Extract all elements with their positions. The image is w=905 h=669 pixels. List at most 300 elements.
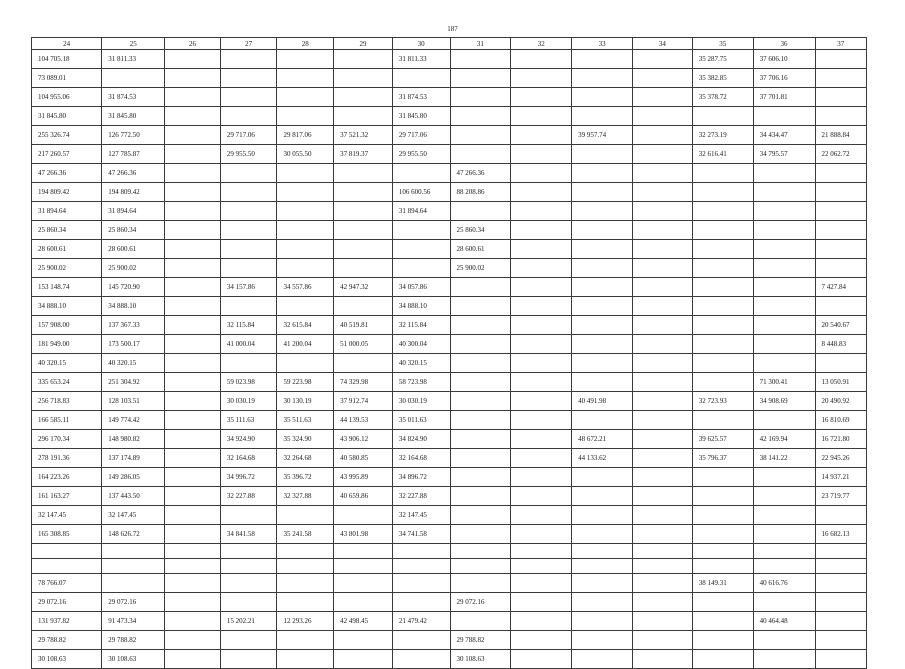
table-cell: 14 937.21 [815, 468, 867, 487]
table-cell [633, 50, 693, 69]
table-cell: 161 163.27 [32, 487, 102, 506]
table-cell [334, 506, 393, 525]
table-cell [392, 650, 450, 669]
table-cell [753, 487, 815, 506]
table-cell: 30 055.50 [277, 145, 334, 164]
table-cell: 165 308.85 [32, 525, 102, 544]
table-row [32, 506, 867, 525]
table-cell: 37 606.10 [753, 50, 815, 69]
table-cell [753, 525, 815, 544]
table-cell: 32 164.68 [220, 449, 277, 468]
table-cell [572, 145, 633, 164]
table-cell [220, 164, 277, 183]
table-cell: 32 147.45 [102, 506, 165, 525]
table-cell: 194 809.42 [102, 183, 165, 202]
table-cell [165, 259, 221, 278]
table-cell: 31 811.33 [392, 50, 450, 69]
table-cell [102, 559, 165, 574]
table-cell: 31 894.64 [392, 202, 450, 221]
table-cell [450, 107, 511, 126]
table-cell: 149 774.42 [102, 411, 165, 430]
table-cell: 31 845.80 [102, 107, 165, 126]
table-cell [277, 506, 334, 525]
table-cell: 44 139.53 [334, 411, 393, 430]
table-cell: 35 111.63 [220, 411, 277, 430]
table-cell: 48 672.21 [572, 430, 633, 449]
table-cell [633, 164, 693, 183]
table-cell: 166 585.11 [32, 411, 102, 430]
table-cell [511, 392, 572, 411]
table-cell [165, 574, 221, 593]
table-cell: 29 955.50 [392, 145, 450, 164]
table-cell [165, 145, 221, 164]
table-cell [511, 259, 572, 278]
table-cell [692, 373, 753, 392]
table-row [32, 221, 867, 240]
table-cell [753, 593, 815, 612]
table-cell [511, 449, 572, 468]
table-cell [277, 69, 334, 88]
table-cell [511, 164, 572, 183]
table-cell: 34 557.86 [277, 278, 334, 297]
table-cell: 32 616.41 [692, 145, 753, 164]
table-cell [633, 259, 693, 278]
table-header-row [32, 38, 867, 50]
table-cell [692, 259, 753, 278]
table-cell [815, 506, 867, 525]
table-cell: 106 600.56 [392, 183, 450, 202]
table-row [32, 392, 867, 411]
table-cell [815, 50, 867, 69]
table-cell [753, 631, 815, 650]
table-cell: 47 266.36 [32, 164, 102, 183]
table-cell: 34 841.58 [220, 525, 277, 544]
table-cell [633, 593, 693, 612]
table-cell: 29 788.82 [102, 631, 165, 650]
table-cell [165, 335, 221, 354]
table-cell: 20 540.67 [815, 316, 867, 335]
table-cell: 32 115.84 [392, 316, 450, 335]
table-cell [815, 221, 867, 240]
table-cell: 38 149.31 [692, 574, 753, 593]
table-cell: 40 580.85 [334, 449, 393, 468]
table-cell: 38 141.22 [753, 449, 815, 468]
table-cell [692, 107, 753, 126]
table-cell [165, 221, 221, 240]
table-cell [220, 221, 277, 240]
table-cell [511, 354, 572, 373]
table-cell [633, 88, 693, 107]
table-cell [692, 202, 753, 221]
table-cell: 335 653.24 [32, 373, 102, 392]
table-cell: 137 443.50 [102, 487, 165, 506]
table-cell [277, 297, 334, 316]
table-cell [815, 631, 867, 650]
table-cell [511, 50, 572, 69]
table-cell [511, 107, 572, 126]
table-cell [334, 240, 393, 259]
table-cell: 39 957.74 [572, 126, 633, 145]
table-cell [450, 126, 511, 145]
table-cell [815, 559, 867, 574]
table-cell: 43 801.98 [334, 525, 393, 544]
table-cell: 42 169.94 [753, 430, 815, 449]
table-cell [220, 107, 277, 126]
table-cell [277, 631, 334, 650]
table-cell [334, 297, 393, 316]
table-cell [572, 278, 633, 297]
table-cell [511, 468, 572, 487]
table-cell [753, 183, 815, 202]
table-cell [334, 50, 393, 69]
table-cell: 32 115.84 [220, 316, 277, 335]
table-cell [450, 392, 511, 411]
table-cell [633, 430, 693, 449]
table-cell [220, 559, 277, 574]
table-row [32, 593, 867, 612]
table-cell [450, 316, 511, 335]
table-cell [450, 354, 511, 373]
table-cell [633, 202, 693, 221]
table-cell [572, 593, 633, 612]
table-cell: 21 888.84 [815, 126, 867, 145]
table-cell: 194 809.42 [32, 183, 102, 202]
table-row [32, 297, 867, 316]
table-cell [511, 593, 572, 612]
table-cell [692, 164, 753, 183]
table-cell [277, 559, 334, 574]
table-cell: 40 464.48 [753, 612, 815, 631]
column-header: 29 [334, 38, 393, 50]
table-cell [753, 468, 815, 487]
table-cell [633, 278, 693, 297]
table-cell [511, 278, 572, 297]
table-cell [692, 316, 753, 335]
table-cell: 25 860.34 [450, 221, 511, 240]
table-cell [753, 278, 815, 297]
table-cell [572, 506, 633, 525]
table-cell [450, 487, 511, 506]
table-cell [692, 240, 753, 259]
table-cell [511, 525, 572, 544]
table-cell: 34 908.69 [753, 392, 815, 411]
table-cell [165, 373, 221, 392]
table-cell: 35 796.37 [692, 449, 753, 468]
table-row [32, 164, 867, 183]
table-cell: 12 293.26 [277, 612, 334, 631]
table-row [32, 411, 867, 430]
table-cell: 74 329.98 [334, 373, 393, 392]
table-cell: 21 479.42 [392, 612, 450, 631]
table-cell [334, 631, 393, 650]
table-cell [220, 574, 277, 593]
table-cell: 7 427.84 [815, 278, 867, 297]
table-cell [572, 487, 633, 506]
column-header: 32 [511, 38, 572, 50]
table-cell [334, 164, 393, 183]
table-cell [277, 107, 334, 126]
table-cell [572, 544, 633, 559]
table-cell [165, 468, 221, 487]
table-cell [277, 574, 334, 593]
table-cell [277, 240, 334, 259]
table-cell: 25 860.34 [102, 221, 165, 240]
table-cell [32, 559, 102, 574]
table-cell [165, 612, 221, 631]
table-cell [450, 574, 511, 593]
table-cell [633, 487, 693, 506]
table-row [32, 487, 867, 506]
table-cell [753, 544, 815, 559]
page-number: 187 [447, 25, 458, 33]
table-cell [753, 164, 815, 183]
table-cell: 22 945.26 [815, 449, 867, 468]
table-row [32, 449, 867, 468]
table-row [32, 259, 867, 278]
table-row [32, 631, 867, 650]
column-header: 24 [32, 38, 102, 50]
table-cell [511, 487, 572, 506]
table-cell [392, 593, 450, 612]
table-cell [572, 631, 633, 650]
column-header: 37 [815, 38, 867, 50]
table-cell [753, 259, 815, 278]
table-cell: 217 260.57 [32, 145, 102, 164]
table-cell [753, 107, 815, 126]
table-cell: 29 072.16 [32, 593, 102, 612]
table-cell [334, 593, 393, 612]
table-row [32, 544, 867, 559]
table-cell [334, 107, 393, 126]
table-cell: 32 147.45 [392, 506, 450, 525]
table-cell [511, 88, 572, 107]
table-cell: 40 659.86 [334, 487, 393, 506]
table-cell: 148 626.72 [102, 525, 165, 544]
table-cell [633, 297, 693, 316]
table-cell [753, 202, 815, 221]
table-row [32, 316, 867, 335]
table-cell: 35 324.90 [277, 430, 334, 449]
table-cell [450, 559, 511, 574]
table-cell [753, 240, 815, 259]
table-cell [572, 259, 633, 278]
table-body [32, 38, 867, 669]
table-cell: 34 795.57 [753, 145, 815, 164]
table-cell [572, 525, 633, 544]
table-cell: 131 937.82 [32, 612, 102, 631]
table-cell [692, 335, 753, 354]
table-cell [633, 316, 693, 335]
table-cell [692, 487, 753, 506]
table-row [32, 145, 867, 164]
table-cell [220, 297, 277, 316]
table-cell: 32 273.19 [692, 126, 753, 145]
table-cell [692, 650, 753, 669]
table-cell: 31 894.64 [32, 202, 102, 221]
table-cell: 44 133.62 [572, 449, 633, 468]
table-cell: 104 705.18 [32, 50, 102, 69]
table-cell: 41 200.04 [277, 335, 334, 354]
table-cell: 25 900.02 [32, 259, 102, 278]
table-cell: 31 811.33 [102, 50, 165, 69]
table-cell [633, 354, 693, 373]
table-cell [277, 544, 334, 559]
table-cell [334, 183, 393, 202]
table-cell [815, 240, 867, 259]
table-cell [511, 202, 572, 221]
table-cell [815, 297, 867, 316]
table-cell [220, 593, 277, 612]
table-cell [165, 240, 221, 259]
table-cell [220, 69, 277, 88]
table-cell [692, 221, 753, 240]
table-cell [392, 259, 450, 278]
table-cell [753, 354, 815, 373]
table-cell [815, 88, 867, 107]
table-row [32, 50, 867, 69]
table-cell [450, 612, 511, 631]
table-cell [633, 107, 693, 126]
table-cell [633, 449, 693, 468]
table-cell: 32 227.88 [392, 487, 450, 506]
table-row [32, 354, 867, 373]
table-cell [511, 373, 572, 392]
table-row [32, 559, 867, 574]
column-header: 30 [392, 38, 450, 50]
table-cell [692, 559, 753, 574]
table-cell [692, 297, 753, 316]
table-row [32, 278, 867, 297]
table-cell [633, 145, 693, 164]
table-cell: 15 202.21 [220, 612, 277, 631]
table-cell [753, 650, 815, 669]
table-cell: 29 955.50 [220, 145, 277, 164]
table-cell: 255 326.74 [32, 126, 102, 145]
table-cell: 137 367.33 [102, 316, 165, 335]
table-cell: 58 723.98 [392, 373, 450, 392]
column-header: 33 [572, 38, 633, 50]
table-cell [334, 574, 393, 593]
table-cell: 59 223.98 [277, 373, 334, 392]
table-cell: 278 191.36 [32, 449, 102, 468]
column-header: 35 [692, 38, 753, 50]
table-cell [392, 221, 450, 240]
table-cell: 42 498.45 [334, 612, 393, 631]
table-cell [277, 202, 334, 221]
table-cell [511, 631, 572, 650]
table-cell [450, 50, 511, 69]
table-cell [511, 183, 572, 202]
table-cell [692, 612, 753, 631]
table-cell [165, 430, 221, 449]
table-cell [277, 354, 334, 373]
table-cell [572, 650, 633, 669]
table-cell [572, 88, 633, 107]
table-cell [633, 559, 693, 574]
table-cell [220, 544, 277, 559]
table-cell [815, 354, 867, 373]
table-cell [511, 430, 572, 449]
table-cell: 29 072.16 [102, 593, 165, 612]
table-row [32, 335, 867, 354]
table-cell: 91 473.34 [102, 612, 165, 631]
table-row [32, 525, 867, 544]
table-cell [633, 631, 693, 650]
table-row [32, 650, 867, 669]
table-cell [334, 354, 393, 373]
table-cell [450, 430, 511, 449]
table-cell: 34 741.58 [392, 525, 450, 544]
table-cell [102, 69, 165, 88]
table-cell [450, 69, 511, 88]
table-cell [334, 650, 393, 669]
table-cell: 40 320.15 [102, 354, 165, 373]
table-cell [511, 297, 572, 316]
table-cell [753, 411, 815, 430]
table-cell: 34 157.86 [220, 278, 277, 297]
table-cell [692, 468, 753, 487]
table-cell [753, 297, 815, 316]
table-row [32, 202, 867, 221]
table-cell: 34 824.90 [392, 430, 450, 449]
table-cell [277, 259, 334, 278]
table-cell: 28 600.61 [102, 240, 165, 259]
table-cell [511, 650, 572, 669]
column-header: 36 [753, 38, 815, 50]
table-cell: 157 908.00 [32, 316, 102, 335]
table-cell [815, 650, 867, 669]
table-cell: 153 148.74 [32, 278, 102, 297]
table-cell [277, 593, 334, 612]
table-cell [753, 221, 815, 240]
table-cell [165, 593, 221, 612]
table-cell [392, 69, 450, 88]
table-cell [392, 574, 450, 593]
table-cell [392, 631, 450, 650]
table-cell: 51 000.05 [334, 335, 393, 354]
column-header: 27 [220, 38, 277, 50]
table-cell: 28 600.61 [32, 240, 102, 259]
table-cell: 73 089.01 [32, 69, 102, 88]
table-cell: 32 615.84 [277, 316, 334, 335]
table-cell [753, 559, 815, 574]
table-cell [165, 202, 221, 221]
table-cell [572, 335, 633, 354]
table-cell: 35 287.75 [692, 50, 753, 69]
table-cell: 34 888.10 [102, 297, 165, 316]
table-cell [692, 631, 753, 650]
table-cell [334, 259, 393, 278]
table-cell: 34 057.86 [392, 278, 450, 297]
table-cell [633, 240, 693, 259]
table-cell: 127 785.87 [102, 145, 165, 164]
table-cell: 39 625.57 [692, 430, 753, 449]
table-cell [220, 202, 277, 221]
table-cell: 37 819.37 [334, 145, 393, 164]
table-cell: 34 434.47 [753, 126, 815, 145]
table-cell [692, 183, 753, 202]
table-cell: 35 011.63 [392, 411, 450, 430]
column-header: 25 [102, 38, 165, 50]
table-cell: 251 304.92 [102, 373, 165, 392]
table-cell: 25 860.34 [32, 221, 102, 240]
table-cell: 35 382.85 [692, 69, 753, 88]
table-cell: 31 874.53 [392, 88, 450, 107]
table-cell: 29 072.16 [450, 593, 511, 612]
table-cell [511, 221, 572, 240]
table-cell: 296 170.34 [32, 430, 102, 449]
table-cell: 37 706.16 [753, 69, 815, 88]
